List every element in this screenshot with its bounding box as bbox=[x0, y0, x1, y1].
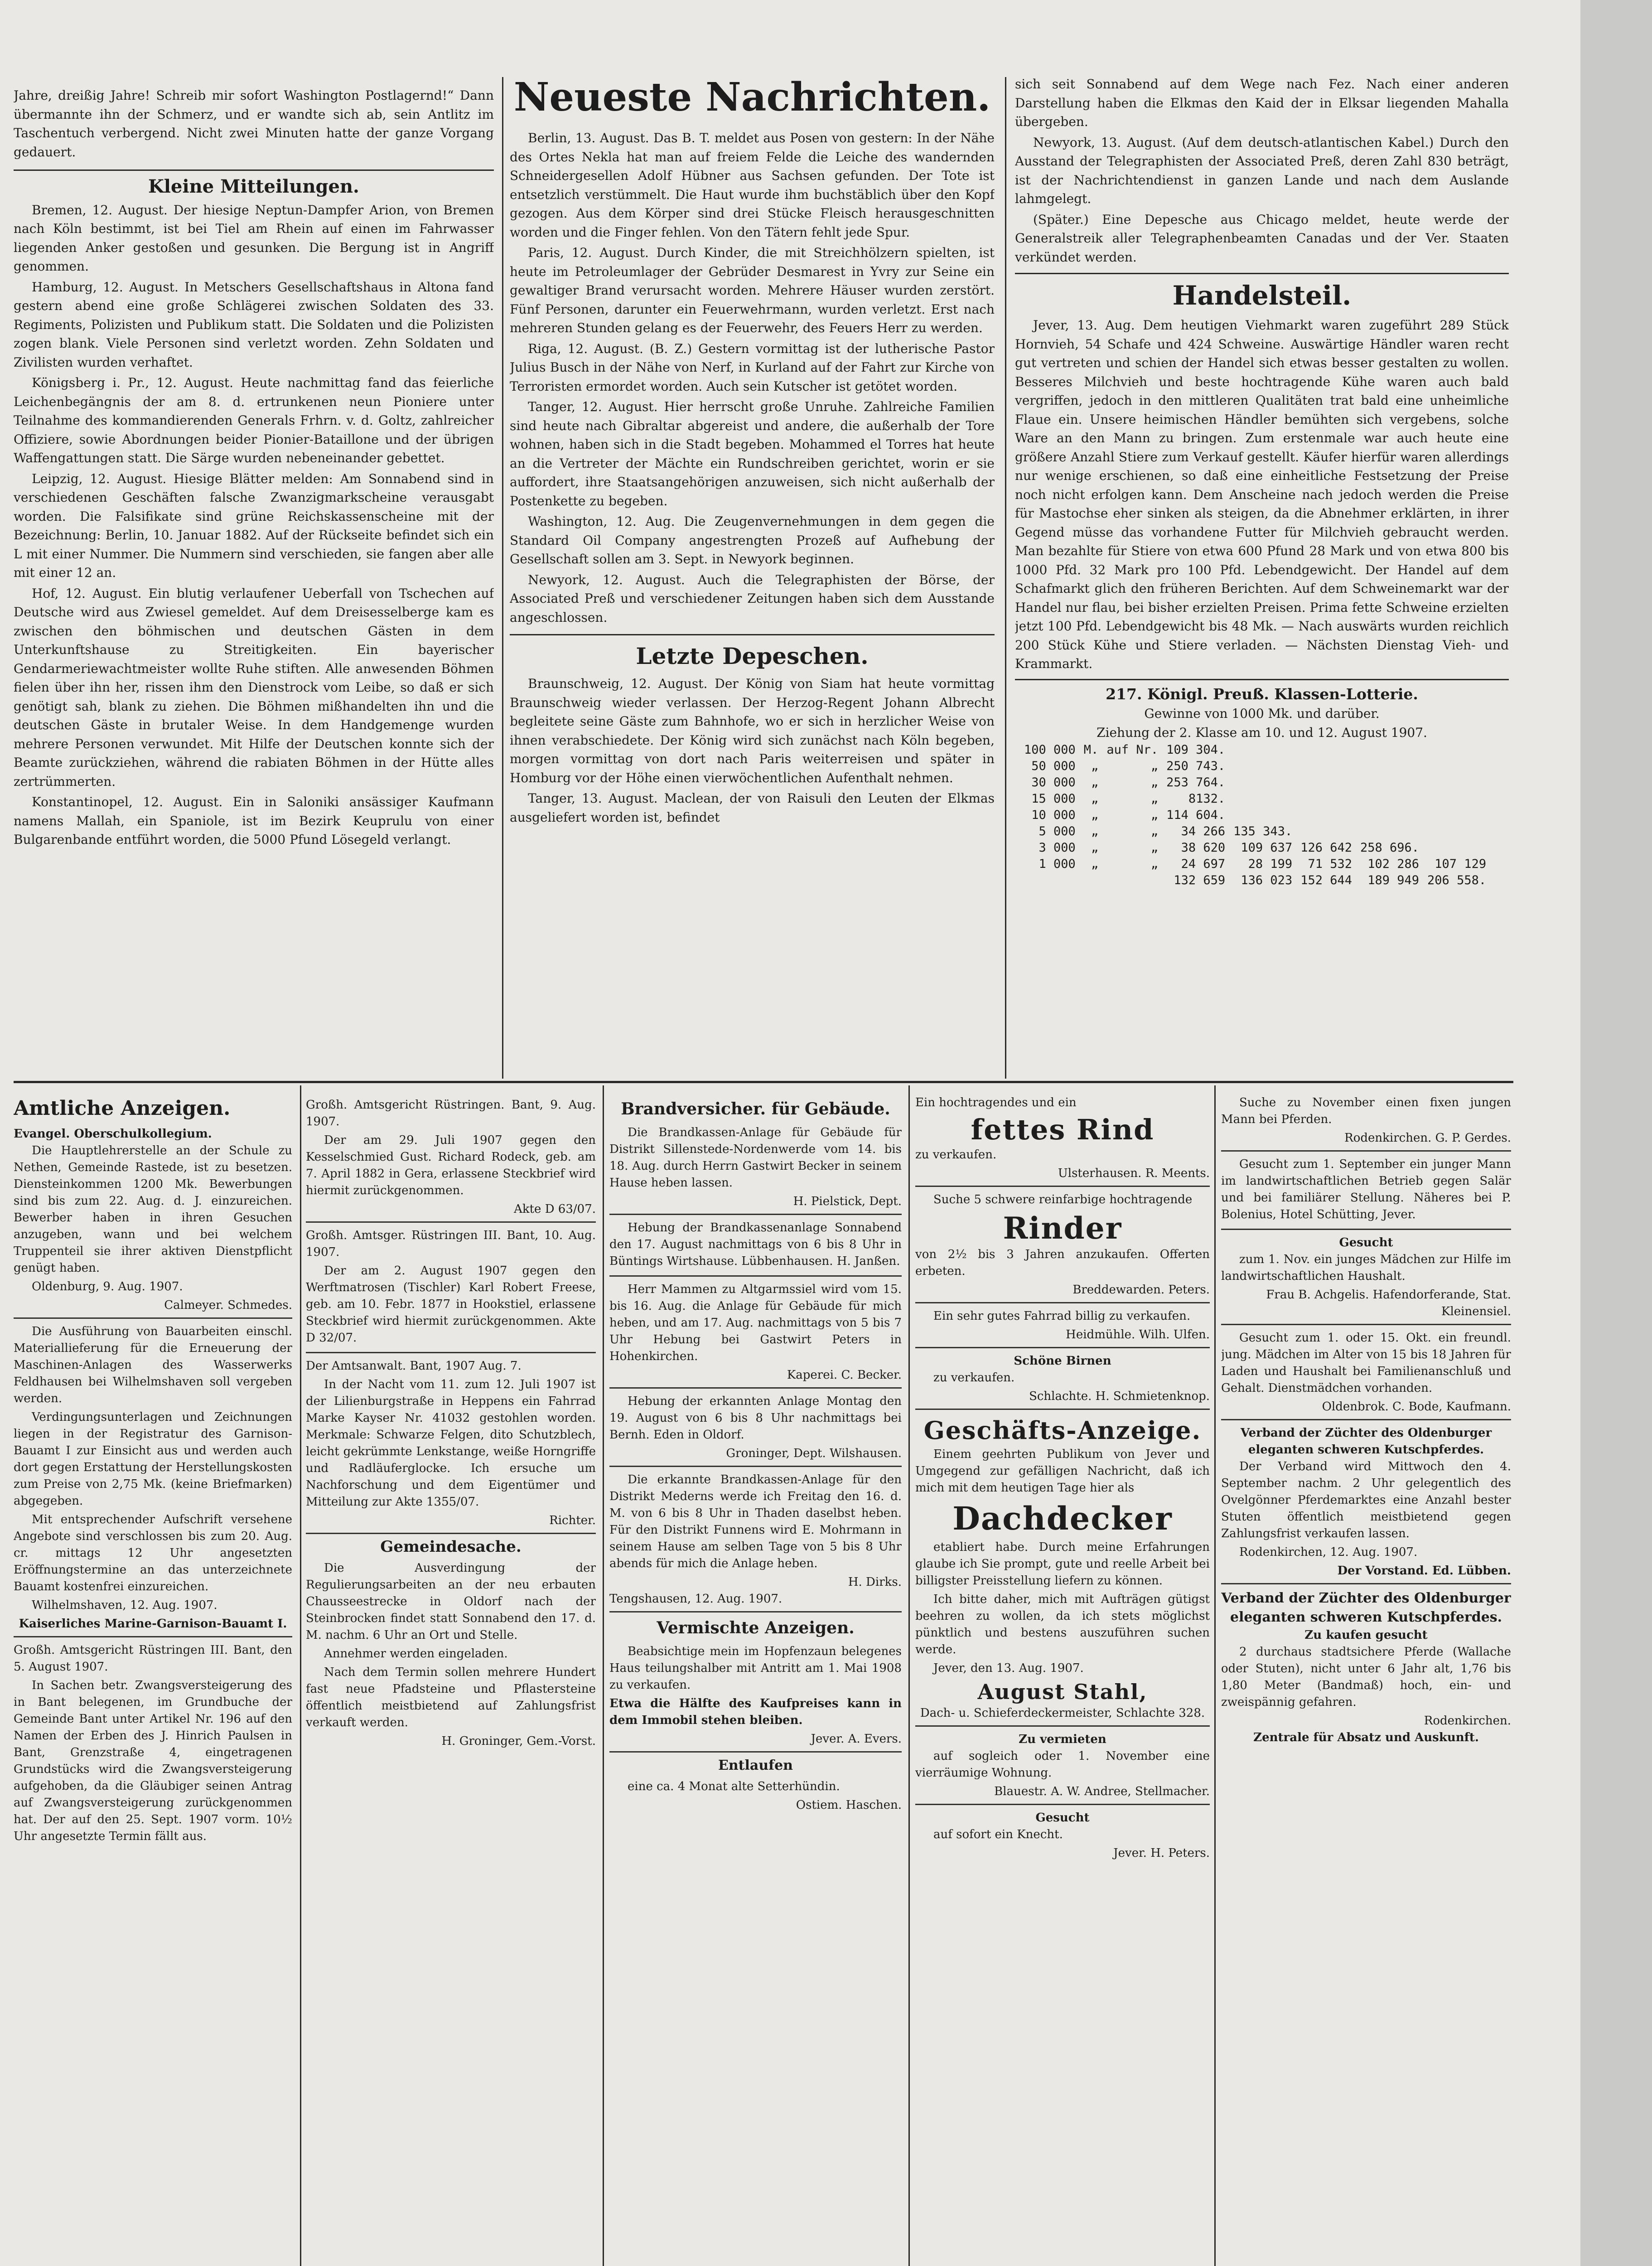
ad-zu-vermieten bbox=[915, 1731, 1210, 1805]
lotterie-cell bbox=[1024, 872, 1084, 889]
ad-text: Beabsichtige mein im Hopfenzaun belegenes Haus teilungshalber mit Antritt am 1. Mai 1908 zu verkaufen. bbox=[609, 1645, 902, 1692]
lotterie-cell: 100 000 bbox=[1024, 743, 1076, 757]
lotterie-row bbox=[1024, 758, 1494, 775]
ad-fettes-rind bbox=[915, 1094, 1210, 1187]
lotterie-cell: 15 000 bbox=[1031, 792, 1076, 806]
ad-heading: Großh. Amtsgericht Rüstringen III. Bant, den 5. August 1907. bbox=[14, 1643, 292, 1674]
ad-signature: Frau B. Achgelis. Hafendorferande, Stat. Kleinensiel. bbox=[1266, 1288, 1511, 1318]
ad-text: In der Nacht vom 11. zum 12. Juli 1907 ist der Lilienburgstraße in Heppens ein Fahrrad Marke Kayser Nr. 41032 gestohlen worden. Merkmale: Schwarze Felgen, dito Schutzblech, leicht gekrümmte Lenkstange, weiße Horngriffe und Radläuferglocke. Ich ersuche um Nachforschung und dem Eigentümer und Mitteilung zur Akte 1355/07. bbox=[306, 1378, 596, 1509]
ad-text: Einem geehrten Publikum von Jever und Umgegend zur gefälligen Nachricht, daß ich mich mit dem heutigen Tage hier als bbox=[915, 1448, 1210, 1495]
lotterie-cell: 30 000 bbox=[1031, 775, 1076, 789]
ad-haus-verkauf bbox=[609, 1643, 902, 1753]
lotterie-cell bbox=[1427, 791, 1494, 807]
ad-text: zu verkaufen. bbox=[933, 1371, 1015, 1385]
lotterie-heading: 217. Königl. Preuß. Klassen-Lotterie. bbox=[1106, 685, 1418, 703]
lotterie-cell: „ bbox=[1091, 824, 1099, 838]
news-item: Hof, 12. August. Ein blutig verlaufener Ueberfall von Tschechen auf Deutsche wird aus Zwiesel gemeldet. Auf dem Dreisesselberge kam es zwischen den böhmischen und deutschen Gästen in dem Unterkunftshause zu Streitigkeiten. Ein bayerischer Gendarmeriewachtmeister wollte Ruhe stiften. Alle anwesenden Böhmen fielen über ihn her, rissen ihm den Dienstrock vom Leibe, so daß er sich genötigt sah, blank zu ziehen. Die Böhmen mißhandelten ihn und die deutschen Gäste in brutaler Weise. In dem Handgemenge wurden mehrere Personen verwundet. Mit Hilfe der Deutschen konnte sich der Beamte zurückziehen, während die rabiaten Böhmen in der Hütte alles zertrümmerten. bbox=[14, 586, 494, 789]
news-item: Braunschweig, 12. August. Der König von Siam hat heute vormittag Braunschweig wieder verlassen. Der Herzog-Regent Johann Albrecht begleitete seine Gäste zum Bahnhofe, wo er sich in herzlicher Weise von ihnen verabschiedete. Der König wird sich zunächst nach Köln begeben, morgen vormittag von dort nach Paris weiterreisen und später in Homburg vor der Höhe einen vierwöchentlichen Aufenthalt nehmen. bbox=[510, 676, 995, 785]
ad-heading: Entlaufen bbox=[718, 1758, 793, 1773]
ad-text: Gesucht zum 1. oder 15. Okt. ein freundl. jung. Mädchen im Alter von 15 bis 18 Jahren für Laden und Haushalt bei Familienanschluß und Gehalt. Dienstmädchen vorhanden. bbox=[1221, 1331, 1511, 1395]
lotterie-cell: 189 949 bbox=[1367, 873, 1420, 887]
ad-signature: Kaperei. C. Becker. bbox=[787, 1368, 902, 1382]
ad-signature: Blauestr. A. W. Andree, Stellmacher. bbox=[994, 1785, 1210, 1798]
lotterie-cell bbox=[1233, 758, 1300, 775]
ad-steckbrief-2 bbox=[306, 1227, 596, 1353]
column-3-top bbox=[1015, 75, 1509, 1072]
ad-heading: Verband der Züchter des Oldenburger eleganten schweren Kutschpferdes. bbox=[1221, 1590, 1511, 1625]
lotterie-cell bbox=[1427, 758, 1494, 775]
lotterie-cell: 10 000 bbox=[1031, 808, 1076, 822]
lotterie-cell: 109 304. bbox=[1166, 743, 1226, 757]
lotterie-cell: 136 023 bbox=[1241, 873, 1293, 887]
ad-text: zu verkaufen. bbox=[915, 1148, 997, 1162]
lotterie-row bbox=[1024, 872, 1494, 889]
ads-column-5 bbox=[1221, 1094, 1511, 2266]
divider bbox=[510, 634, 995, 635]
ad-heading: Gemeindesache. bbox=[380, 1538, 522, 1556]
ad-text: Die erkannte Brandkassen-Anlage für den Distrikt Mederns werde ich Freitag den 16. d. M. von 6 bis 8 Uhr in Thaden daselbst heben. Für den Distrikt Funnens wird E. Mohrmann in seinem Hause am selben Tage von 5 bis 8 Uhr abends für mich die Anlage heben. bbox=[609, 1473, 902, 1570]
news-item: sich seit Sonnabend auf dem Wege nach Fez. Nach einer anderen Darstellung haben die Elkmas den Kaid der in Elksar liegenden Mahalla übergeben. bbox=[1015, 77, 1509, 129]
news-item: Bremen, 12. August. Der hiesige Neptun-Dampfer Arion, von Bremen nach Köln bestimmt, ist bei Tiel am Rhein auf einen im Fahrwasser liegenden Anker gestoßen und gesunken. Die Bergung ist in Angriff genommen. bbox=[14, 202, 494, 274]
lotterie-row bbox=[1024, 791, 1494, 807]
ads-column-4 bbox=[915, 1094, 1210, 2266]
ad-text: Ich bitte daher, mich mit Aufträgen gütigst beehren zu wollen, da ich stets möglichst pünktlich und bestens auszuführen suchen werde. bbox=[915, 1593, 1210, 1656]
ad-text: Die Ausführung von Bauarbeiten einschl. Materiallieferung für die Erneuerung der Maschinen-Anlagen des Wasserwerks Feldhausen bei Wilhelmshaven soll vergeben werden. bbox=[14, 1325, 292, 1405]
lotterie-cell: 253 764. bbox=[1166, 775, 1226, 789]
ad-signature: Ulsterhausen. R. Meents. bbox=[1058, 1167, 1210, 1180]
ad-text: Nach dem Termin sollen mehrere Hundert fast neue Pfadsteine und Pflastersteine öffentlich meistbietend auf Zahlungsfrist verkauft werden. bbox=[306, 1666, 596, 1729]
ad-text: eine ca. 4 Monat alte Setterhündin. bbox=[628, 1780, 840, 1793]
lotterie-cell bbox=[1360, 758, 1427, 775]
news-item: Tanger, 12. August. Hier herrscht große Unruhe. Zahlreiche Familien sind heute nach Gibraltar abgereist und andere, die außerhalb der Tore wohnen, haben sich in die Stadt begeben. Mohammed el Torres hat heute an die Vertreter der Mächte ein Rundschreiben gerichtet, worin er sie auffordert, ihre Staatsangehörigen anzuweisen, sich nicht außerhalb der Postenkette zu begeben. bbox=[510, 399, 995, 508]
ad-brandkasse-3 bbox=[609, 1281, 902, 1389]
ad-heading: Evangel. Oberschulkollegium. bbox=[14, 1127, 212, 1141]
news-item: Paris, 12. August. Durch Kinder, die mit Streichhölzern spielten, ist heute im Petroleumlager der Gebrüder Desmarest in Yvry zur Seine ein gewaltiger Brand verursacht worden. Mehrere Häuser wurden zerstört. Fünf Personen, darunter ein Feuerwehrmann, wurden verletzt. Erst nach mehreren Stunden gelang es der Feuerwehr, des Feuers Herr zu werden. bbox=[510, 245, 995, 335]
lotterie-row bbox=[1024, 807, 1494, 823]
ad-text: Die Brandkassen-Anlage für Gebäude für Distrikt Sillenstede-Nordenwerde vom 14. bis 18. Aug. durch Herrn Gastwirt Becker in seinem Hause heben lassen. bbox=[609, 1126, 902, 1190]
lotterie-cell: 132 659 bbox=[1174, 873, 1226, 887]
continued-story-fragment: Jahre, dreißig Jahre! Schreib mir sofort Washington Postlagernd!“ Dann übermannte ihn der Schmerz, und er wandte sich ab, sein Antlitz im Taschentuch verbergend. Nicht zwei Minuten hatte der ganze Vorgang gedauert. bbox=[14, 88, 494, 160]
lotterie-cell bbox=[1360, 791, 1427, 807]
ad-brandkasse-4 bbox=[609, 1393, 902, 1467]
ad-text: Mit entsprechender Aufschrift versehene Angebote sind verschlossen bis zum 20. Aug. cr. mittags 12 Uhr angesetzten Eröffnungstermine an das unterzeichnete Bauamt kostenfrei einzureichen. bbox=[14, 1513, 292, 1593]
lotterie-cell: M. bbox=[1083, 743, 1099, 757]
lotterie-cell: 258 696. bbox=[1360, 841, 1420, 855]
news-item: Newyork, 12. August. Auch die Telegraphisten der Börse, der Associated Preß und verschiedener Zeitungen haben sich dem Ausstande angeschlossen. bbox=[510, 572, 995, 625]
lotterie-cell: 50 000 bbox=[1031, 759, 1076, 773]
lotterie-cell: 34 266 bbox=[1181, 824, 1226, 838]
ad-text: Der am 29. Juli 1907 gegen den Kesselschmied Gust. Richard Rodeck, geb. am 7. April 1882 in Gera, erlassene Steckbrief wird hiermit zurückgenommen. bbox=[306, 1133, 596, 1197]
lotterie-cell: „ bbox=[1091, 759, 1099, 773]
lotterie-cell: 71 532 bbox=[1308, 857, 1352, 871]
news-item: Riga, 12. August. (B. Z.) Gestern vormittag ist der lutherische Pastor Julius Busch in der Nähe von Nerf, in Kurland auf der Fahrt zur Kirche von Terroristen ermordet worden. Auch sein Kutscher ist getötet worden. bbox=[510, 341, 995, 394]
lotterie-cell: 24 697 bbox=[1181, 857, 1226, 871]
amtliche-anzeigen-heading: Amtliche Anzeigen. bbox=[14, 1097, 231, 1120]
ad-big-title: Dachdecker bbox=[952, 1500, 1173, 1537]
ad-text: Die Hauptlehrerstelle an der Schule zu Nethen, Gemeinde Rastede, ist zu besetzen. Diensteinkommen 1200 Mk. Bewerbungen sind bis zum 22. Aug. d. J. einzureichen. Bewerber haben in ihren Gesuchen anzugeben, wann und bei welchem Truppenteil sie ihrer aktiven Dienstpflicht genügt haben. bbox=[14, 1144, 292, 1275]
ad-place: Rodenkirchen. bbox=[1424, 1714, 1511, 1728]
lotterie-cell: „ bbox=[1150, 808, 1159, 822]
lotterie-cell: 114 604. bbox=[1166, 808, 1226, 822]
handelsteil-heading: Handelsteil. bbox=[1172, 280, 1352, 311]
ad-text: Der Verband wird Mittwoch den 4. September nachm. 2 Uhr gelegentlich des Ovelgönner Pferdemarktes eine Anzahl bester Stuten öffentlich meistbietend gegen Zahlungsfrist verkaufen lassen. bbox=[1221, 1460, 1511, 1540]
section-divider bbox=[14, 1081, 1513, 1083]
ad-role: Dach- u. Schieferdeckermeister, Schlachte 328. bbox=[920, 1706, 1205, 1720]
lotterie-cell bbox=[1233, 742, 1300, 758]
ad-maedchen-laden bbox=[1221, 1330, 1511, 1420]
ad-knecht-gesucht bbox=[915, 1810, 1210, 1862]
ad-fahrrad-gestohlen bbox=[306, 1358, 596, 1534]
lotterie-cell: „ bbox=[1091, 792, 1099, 806]
divider bbox=[14, 169, 494, 171]
ad-signature: Oldenbrok. C. Bode, Kaufmann. bbox=[1322, 1400, 1511, 1414]
ad-signature: H. Pielstick, Dept. bbox=[793, 1195, 902, 1208]
lotterie-cell bbox=[1427, 775, 1494, 791]
lotterie-cell bbox=[1300, 758, 1360, 775]
news-item: Washington, 12. Aug. Die Zeugenvernehmungen in dem gegen die Standard Oil Company angestrengten Prozeß auf Aufhebung der Gesellschaft sollen am 3. Sept. in Newyork beginnen. bbox=[510, 514, 995, 566]
vermischte-anzeigen-heading: Vermischte Anzeigen. bbox=[657, 1618, 855, 1637]
column-rule bbox=[908, 1085, 910, 2266]
lotterie-cell bbox=[1233, 791, 1300, 807]
ad-heading: Der Amtsanwalt. Bant, 1907 Aug. 7. bbox=[306, 1359, 522, 1373]
ad-date: Oldenburg, 9. Aug. 1907. bbox=[32, 1280, 183, 1293]
lotterie-cell bbox=[1300, 791, 1360, 807]
lotterie-cell: „ bbox=[1150, 775, 1159, 789]
ad-bauarbeiten bbox=[14, 1323, 292, 1637]
ad-text: Hebung der Brandkassenanlage Sonnabend den 17. August nachmittags von 6 bis 8 Uhr in Büntings Wirtshause. Lübbenhausen. H. Janßen. bbox=[609, 1221, 902, 1268]
lotterie-cell: „ bbox=[1091, 841, 1099, 855]
lotterie-cell bbox=[1427, 807, 1494, 823]
ad-date: Rodenkirchen, 12. Aug. 1907. bbox=[1239, 1545, 1418, 1559]
ad-heading: Schöne Birnen bbox=[1014, 1354, 1111, 1368]
lotterie-cell bbox=[1427, 840, 1494, 856]
lotterie-cell bbox=[1360, 775, 1427, 791]
ad-brandkasse-1 bbox=[609, 1124, 902, 1215]
column-rule bbox=[300, 1085, 301, 2266]
lotterie-cell bbox=[1427, 742, 1494, 758]
ad-big-title: Rinder bbox=[1003, 1210, 1122, 1246]
lotterie-cell: 5 000 bbox=[1039, 824, 1076, 838]
lotterie-row bbox=[1024, 742, 1494, 758]
ad-signature: Richter. bbox=[549, 1514, 596, 1527]
lotterie-cell bbox=[1300, 742, 1360, 758]
ad-signature: Schlachte. H. Schmietenknop. bbox=[1029, 1390, 1210, 1403]
lotterie-cell bbox=[1427, 823, 1494, 840]
ad-text: von 2½ bis 3 Jahren anzukaufen. Offerten erbeten. bbox=[915, 1248, 1210, 1278]
ads-column-3 bbox=[609, 1094, 902, 2266]
lotterie-cell: 102 286 bbox=[1367, 857, 1420, 871]
column-rule bbox=[502, 77, 503, 1079]
ad-text: In Sachen betr. Zwangsversteigerung des in Bant belegenen, im Grundbuche der Gemeinde Bant unter Artikel Nr. 196 auf den Namen der Erben des J. Hinrich Paulsen in Bant, Grenzstraße 4, eingetragenen Grundstücks wird die Zwangsversteigerung aufgehoben, da die Gläubiger seinen Antrag auf Zwangsversteigerung zurückgenommen hat. Der auf den 25. Sept. 1907 vorm. 10½ Uhr angesetzte Termin fällt aus. bbox=[14, 1679, 292, 1843]
divider bbox=[1015, 273, 1509, 274]
news-item: Leipzig, 12. August. Hiesige Blätter melden: Am Sonnabend sind in verschiedenen Geschäften falsche Zwanzigmarkscheine verausgabt worden. Die Falsifikate sind grüne Reichskassenscheine mit der Bezeichnung: Berlin, 10. Januar 1882. Auf der Rückseite befindet sich ein L mit einer Nummer. Die Nummern sind verschieden, sie fangen aber alle mit einer 12 an. bbox=[14, 471, 494, 580]
column-rule bbox=[603, 1085, 604, 2266]
ad-text: Hebung der erkannten Anlage Montag den 19. August von 6 bis 8 Uhr nachmittags bei Bernh. Eden in Oldorf. bbox=[609, 1394, 902, 1442]
ad-big-title: fettes Rind bbox=[971, 1113, 1154, 1146]
lotterie-cell bbox=[1300, 807, 1360, 823]
column-rule bbox=[1214, 1085, 1216, 2266]
ad-text: Ein hochtragendes und ein bbox=[915, 1096, 1077, 1109]
lotterie-cell: „ bbox=[1091, 857, 1099, 871]
lotterie-cell: 152 644 bbox=[1300, 873, 1352, 887]
ad-junges-maedchen bbox=[1221, 1235, 1511, 1325]
news-item: Hamburg, 12. August. In Metschers Gesellschaftshaus in Altona fand gestern abend eine große Schlägerei zwischen Soldaten des 33. Regiments, Polizisten und Publikum statt. Die Soldaten und die Polizisten zogen blank. Viele Personen sind verletzt worden. Zehn Soldaten und Zivilisten wurden verhaftet. bbox=[14, 279, 494, 370]
lotterie-cell: auf Nr. bbox=[1106, 743, 1159, 757]
ad-text: Annehmer werden eingeladen. bbox=[324, 1647, 508, 1661]
column-1-top bbox=[14, 86, 494, 1047]
ad-signature: Groninger, Dept. Wilshausen. bbox=[726, 1447, 902, 1460]
lotterie-row bbox=[1024, 840, 1494, 856]
lotterie-cell: 1 000 bbox=[1039, 857, 1076, 871]
ad-text: Ein sehr gutes Fahrrad billig zu verkaufen. bbox=[933, 1309, 1191, 1323]
lotterie-cell: „ bbox=[1150, 759, 1159, 773]
ad-signature: Zentrale für Absatz und Auskunft. bbox=[1253, 1731, 1479, 1744]
lotterie-cell: 126 642 bbox=[1300, 841, 1352, 855]
ad-rinder bbox=[915, 1191, 1210, 1303]
ad-gemeindesache bbox=[306, 1539, 596, 1750]
lotterie-cell bbox=[1300, 823, 1360, 840]
ads-column-1 bbox=[14, 1092, 292, 2266]
lotterie-cell: „ bbox=[1150, 792, 1159, 806]
ads-column-2 bbox=[306, 1097, 596, 2266]
lotterie-cell: 250 743. bbox=[1166, 759, 1226, 773]
ad-text: Suche zu November einen fixen jungen Mann bei Pferden. bbox=[1221, 1096, 1511, 1126]
letzte-depeschen-heading: Letzte Depeschen. bbox=[636, 643, 869, 669]
ad-heading: Verband der Züchter des Oldenburger eleganten schweren Kutschpferdes. bbox=[1240, 1426, 1492, 1457]
ad-text: Herr Mammen zu Altgarmssiel wird vom 15. bis 16. Aug. die Anlage für Gebäude für mich heben, und am 17. Aug. nachmittags von 5 bis 7 Uhr Hebung bei Gastwirt Peters in Hohenkirchen. bbox=[609, 1283, 902, 1363]
ad-heading: Gesucht bbox=[1035, 1811, 1090, 1825]
ad-brandkasse-5 bbox=[609, 1472, 902, 1612]
lotterie-cell: 28 199 bbox=[1248, 857, 1293, 871]
ad-mann-bei-pferden bbox=[1221, 1094, 1511, 1152]
lotterie-cell bbox=[1106, 872, 1166, 889]
lotterie-cell: 107 129 bbox=[1435, 857, 1487, 871]
ad-brandkasse-2 bbox=[609, 1220, 902, 1277]
ad-verband-2 bbox=[1221, 1589, 1511, 1746]
ad-text: etabliert habe. Durch meine Erfahrungen glaube ich Sie prompt, gute und reelle Arbeit bei billigster Preisstellung liefern zu können. bbox=[915, 1540, 1210, 1588]
lotterie-cell bbox=[1233, 775, 1300, 791]
ad-signature: H. Dirks. bbox=[848, 1575, 902, 1589]
ad-date: Tengshausen, 12. Aug. 1907. bbox=[609, 1592, 783, 1606]
ad-text: Verdingungsunterlagen und Zeichnungen liegen in der Registratur des Garnison-Bauamt I zur Einsicht aus und werden auch dort gegen Erstattung der Herstellungskosten zum Preise von 2,75 Mk. (keine Briefmarken) abgegeben. bbox=[14, 1410, 292, 1508]
ad-oberschulkollegium bbox=[14, 1126, 292, 1319]
lotterie-cell: 3 000 bbox=[1039, 841, 1076, 855]
lotterie-cell bbox=[1084, 872, 1107, 889]
lotterie-cell bbox=[1360, 807, 1427, 823]
ad-text: auf sogleich oder 1. November eine vierräumige Wohnung. bbox=[915, 1749, 1210, 1780]
ad-heading: Zu vermieten bbox=[1019, 1733, 1106, 1746]
column-rule bbox=[1005, 77, 1006, 1079]
ad-heading: Großh. Amtsger. Rüstringen III. Bant, 10. Aug. 1907. bbox=[306, 1229, 596, 1259]
lotterie-cell: 109 637 bbox=[1241, 841, 1293, 855]
ad-reference: Akte D 63/07. bbox=[514, 1202, 596, 1216]
lotterie-cell: „ bbox=[1150, 824, 1159, 838]
ad-text: Der am 2. August 1907 gegen den Werftmatrosen (Tischler) Karl Robert Freese, geb. am 10. Febr. 1877 in Hookstiel, erlassene Steckbrief wird hiermit zurückgenommen. Akte D 32/07. bbox=[306, 1264, 596, 1345]
ad-signature: Jever. A. Evers. bbox=[811, 1732, 902, 1746]
market-report: Jever, 13. Aug. Dem heutigen Viehmarkt waren zugeführt 289 Stück Hornvieh, 54 Schafe und 424 Schweine. Auswärtige Händler waren recht gut vertreten und schien der Handel sich etwas besser gestalten zu wollen. Besseres Milchvieh und beste hochtragende Kühe waren auch bald vergriffen, jedoch in den mittleren Qualitäten trat bald eine unheimliche Flaue ein. Unsere heimischen Händler bemühten sich vergebens, solche Ware an den Mann zu bringen. Zum erstenmale war auch heute eine größere Anzahl Stiere zum Verkauf gestellt. Käufer hierfür waren allerdings nur wenige erschienen, so daß eine einheitliche Festsetzung der Preise noch nicht erfolgen kann. Dem Anscheine nach jedoch werden die Preise für Mastochse eher sinken als steigen, da die Abnehmer erklärten, in ihrer Gegend müsse das vorhandene Futter für Milchvieh gebraucht werden. Man bezahlte für Stiere von etwa 600 Pfund 28 Mark und von etwa 800 bis 1000 Pfd. 32 Mark pro 100 Pfd. Lebendgewicht. Der Handel auf dem Schafmarkt glich den früheren Berichten. Auf dem Schweinemarkt war der Handel nur flau, bei bisher erzielten Preisen. Prima fette Schweine erzielten jetzt 100 Pfd. Lebendgewicht bis 48 Mk. — Nach auswärts wurden reichlich 200 Stück Kühe und Stiere verladen. — Nächsten Dienstag Vieh- und Krammarkt. bbox=[1015, 318, 1509, 671]
news-item: Konstantinopel, 12. August. Ein in Saloniki ansässiger Kaufmann namens Mallah, ein Spaniole, ist im Bezirk Keuprulu von einer Bulgarenbande entführt worden, die 5000 Pfund Lösegeld verlangt. bbox=[14, 794, 494, 847]
ad-fahrrad bbox=[915, 1308, 1210, 1348]
lotterie-table bbox=[1024, 742, 1494, 889]
ad-zwangsversteigerung bbox=[14, 1642, 292, 1845]
lotterie-cell: „ bbox=[1091, 808, 1099, 822]
ad-text: Die Ausverdingung der Regulierungsarbeiten an der neu erbauten Chausseestrecke in Oldorf nach der Steinbrocken findet statt Sonnabend den 17. d. M. nachm. 6 Uhr an Ort und Stelle. bbox=[306, 1561, 596, 1642]
ad-signature: Kaiserliches Marine-Garnison-Bauamt I. bbox=[19, 1617, 287, 1631]
lotterie-cell: „ bbox=[1150, 857, 1159, 871]
ad-text: Suche 5 schwere reinfarbige hochtragende bbox=[933, 1193, 1193, 1206]
news-item: Tanger, 13. August. Maclean, der von Raisuli den Leuten der Elkmas ausgeliefert worden ist, befindet bbox=[510, 791, 995, 825]
ad-text-bold: Etwa die Hälfte des Kaufpreises kann in dem Immobil stehen bleiben. bbox=[609, 1697, 902, 1727]
ad-signature: H. Groninger, Gem.-Vorst. bbox=[441, 1734, 596, 1748]
ad-text: Gesucht zum 1. September ein junger Mann im landwirtschaftlichen Betrieb gegen Salär und bei familiärer Stellung. Näheres bei P. Bolenius, Hotel Schütting, Jever. bbox=[1221, 1157, 1511, 1221]
lotterie-subtitle: Gewinne von 1000 Mk. und darüber. bbox=[1144, 706, 1380, 721]
lotterie-cell: 8132. bbox=[1188, 792, 1226, 806]
ad-geschaefts-anzeige bbox=[915, 1414, 1210, 1727]
ad-text: 2 durchaus stadtsichere Pferde (Wallache oder Stuten), nicht unter 6 Jahr alt, 1,76 bis 1,80 Meter (Bandmaß) hoch, ein- und zweispännig gefahren. bbox=[1221, 1645, 1511, 1709]
ad-heading: Gesucht bbox=[1339, 1236, 1393, 1249]
ad-signature: Rodenkirchen. G. P. Gerdes. bbox=[1344, 1131, 1511, 1145]
divider bbox=[1015, 679, 1509, 680]
ad-signature: Breddewarden. Peters. bbox=[1072, 1283, 1210, 1297]
ad-signature: Der Vorstand. Ed. Lübben. bbox=[1337, 1564, 1511, 1578]
lotterie-cell: 135 343. bbox=[1233, 824, 1293, 838]
ad-signature: Heidmühle. Wilh. Ulfen. bbox=[1066, 1328, 1210, 1341]
news-item: Berlin, 13. August. Das B. T. meldet aus Posen von gestern: In der Nähe des Ortes Nekla hat man auf freiem Felde die Leiche des wandernden Schneidergesellen Adolf Hübner aus Sachsen gefunden. Der Tote ist entsetzlich verstümmelt. Die Haut wurde ihm buchstäblich über den Kopf gezogen. Aus dem Körper sind drei Stücke Fleisch herausgeschnitten worden und die Finger fehlen. Von den Tätern fehlt jede Spur. bbox=[510, 131, 995, 240]
ad-entlaufen bbox=[609, 1757, 902, 1814]
neueste-nachrichten-heading: Neueste Nachrichten. bbox=[513, 74, 991, 120]
lotterie-cell: „ bbox=[1091, 775, 1099, 789]
ad-subheading: Zu kaufen gesucht bbox=[1304, 1628, 1428, 1642]
ad-big-title: Geschäfts-Anzeige. bbox=[923, 1416, 1202, 1445]
lotterie-draw-date: Ziehung der 2. Klasse am 10. und 12. August 1907. bbox=[1097, 725, 1427, 740]
lotterie-row bbox=[1024, 775, 1494, 791]
column-2-top bbox=[510, 73, 995, 1070]
brandversicherung-heading: Brandversicher. für Gebäude. bbox=[621, 1099, 890, 1118]
ad-heading: Großh. Amtsgericht Rüstringen. Bant, 9. Aug. 1907. bbox=[306, 1098, 596, 1128]
ad-date: Wilhelmshaven, 12. Aug. 1907. bbox=[32, 1598, 217, 1612]
lotterie-row bbox=[1024, 823, 1494, 840]
lotterie-cell bbox=[1360, 742, 1427, 758]
ad-junger-mann bbox=[1221, 1156, 1511, 1230]
lotterie-cell: „ bbox=[1150, 841, 1159, 855]
ad-birnen bbox=[915, 1353, 1210, 1410]
ad-date: Jever, den 13. Aug. 1907. bbox=[933, 1661, 1084, 1675]
ad-signature: Jever. H. Peters. bbox=[1113, 1846, 1210, 1860]
ad-signature: Calmeyer. Schmedes. bbox=[164, 1298, 292, 1312]
lotterie-cell: 38 620 bbox=[1181, 841, 1226, 855]
lotterie-cell bbox=[1300, 775, 1360, 791]
lotterie-cell: 206 558. bbox=[1427, 873, 1487, 887]
lotterie-cell bbox=[1233, 807, 1300, 823]
kleine-mitteilungen-heading: Kleine Mitteilungen. bbox=[148, 176, 359, 197]
ad-name: August Stahl, bbox=[977, 1680, 1148, 1704]
news-item: (Später.) Eine Depesche aus Chicago meldet, heute werde der Generalstreik aller Telegraphenbeamten Canadas und der Ver. Staaten verkündet werden. bbox=[1015, 212, 1509, 265]
ad-steckbrief-1 bbox=[306, 1097, 596, 1223]
news-item: Newyork, 13. August. (Auf dem deutsch-atlantischen Kabel.) Durch den Ausstand der Telegraphisten der Associated Preß, deren Zahl 830 beträgt, ist der Nachrichtendienst in ganzen Lande und nach dem Auslande lahmgelegt. bbox=[1015, 135, 1509, 206]
ad-verband-1 bbox=[1221, 1425, 1511, 1584]
lotterie-cell bbox=[1360, 823, 1427, 840]
lotterie-row bbox=[1024, 856, 1494, 872]
ad-text: zum 1. Nov. ein junges Mädchen zur Hilfe im landwirtschaftlichen Haushalt. bbox=[1221, 1253, 1511, 1283]
ad-text: auf sofort ein Knecht. bbox=[933, 1828, 1063, 1841]
ad-signature: Ostiem. Haschen. bbox=[796, 1798, 902, 1812]
news-item: Königsberg i. Pr., 12. August. Heute nachmittag fand das feierliche Leichenbegängnis der am 8. d. ertrunkenen neun Pioniere unter Teilnahme des kommandierenden Generals Frhrn. v. d. Goltz, zahlreicher Offiziere, sowie Abordnungen beider Pionier-Bataillone und der übrigen Waffengattungen statt. Die Särge wurden nebeneinander gebettet. bbox=[14, 375, 494, 465]
